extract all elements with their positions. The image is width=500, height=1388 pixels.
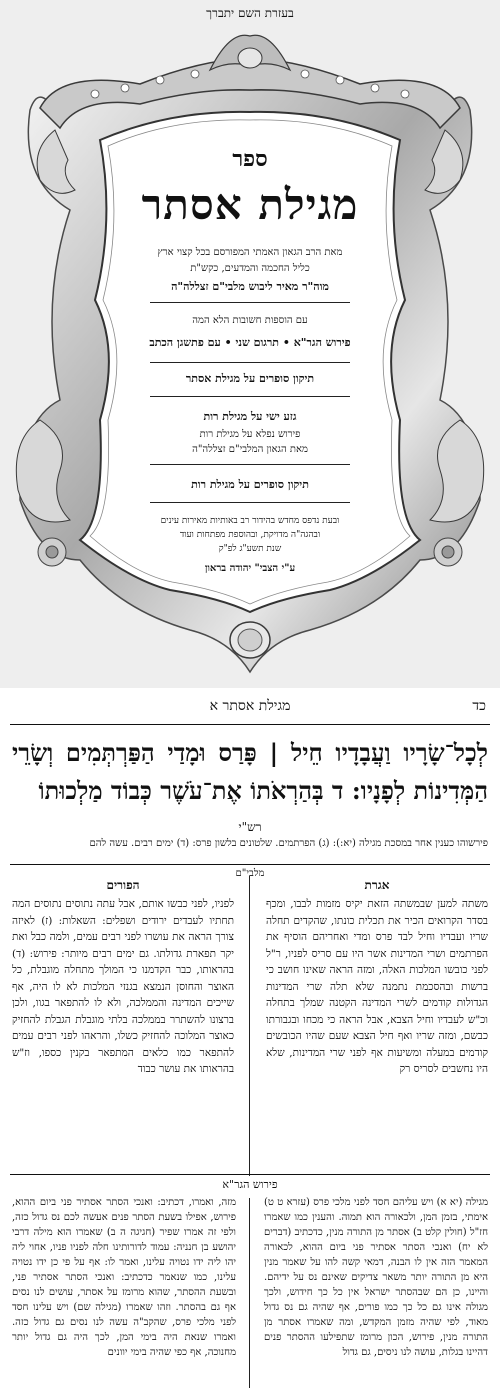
verse-text: לְכָל־שָׂרָיו וַעֲבָדָיו חֵיל | פָּרַס וּמָדַי הַפַּרְתְּמִים וְשָׂרֵי הַמְּדִינוֹת לְפָנָיו: ד בְּהַרְאֹתוֹ אֶת־עֹשֶׁר כְּבוֹד מַלְכוּתוֹ bbox=[12, 738, 488, 805]
cover-top-line: בעזרת השם יתברך bbox=[206, 6, 294, 20]
cover-divider bbox=[150, 396, 350, 397]
cover-item-tikun-esther: תיקון סופרים על מגילת אסתר bbox=[185, 372, 315, 385]
gra-label: פירוש הגר"א bbox=[222, 1178, 278, 1191]
page-number: כד bbox=[472, 698, 486, 714]
cover-item-targum: תרגום שני bbox=[235, 336, 280, 349]
cover-author-name: מוה"ר מאיר ליבוש מלבי"ם זצללה"ה bbox=[171, 280, 329, 293]
page-header bbox=[14, 698, 486, 720]
cover-items-row: פירוש הגר"א • תרגום שני • עם פתשגן הכתב bbox=[149, 336, 351, 349]
right-column-heading: אגרת bbox=[364, 878, 390, 892]
cover-item-ptshegen: עם פתשגן הכתב bbox=[149, 336, 221, 349]
cover-divider bbox=[150, 302, 350, 303]
cover-item-geza: גזע ישי על מגילת רות bbox=[203, 410, 297, 423]
cover-sefer-word: ספר bbox=[232, 146, 268, 172]
cover-item-gra: פירוש הגר"א bbox=[293, 336, 351, 349]
cover-item-tikun-ruth: תיקון סופרים על מגילת רות bbox=[191, 478, 309, 491]
cover-author-intro-1: מאת הרב הגאון האמתי המפורסם בכל קצוי ארץ bbox=[157, 247, 343, 258]
cover-divider bbox=[150, 464, 350, 465]
cover-publisher: ע"י הצבי" יהודה בראון bbox=[204, 563, 296, 574]
cover-print-3: שנת תשע"ג לפ"ק bbox=[218, 544, 282, 554]
header-rule bbox=[10, 724, 490, 725]
text-page bbox=[0, 690, 500, 1388]
malbim-left-column: לפניו, לפני כבשו אותם, אבל עתה נתוסים נתוסים המה תחתיו לעבדים ירודים ושפלים: השאלות: (ז) לאיזה צורך הראה את עושרו לפני רבים עמים, ולמה כבל ואת יקר תפארת גדולתו. גם ימים רבים מיותר: פירוש: (ד) בהראותו, כבר הקדמנו כי המולך מתחלה מוגבלת, כל האוצר והחוסן הנמצא בגנזי המלכות לא לו היה, אף שייכים המדינה והממלכה, ולא לו להתפאר בגוו, ולכן ברצונו להשתרר בממלכה בלתי מוגבלת הגבלת להחזיק כאוצר המלוכה להחזיק כשלו, והראהו לפני רבים עמים להתפאר כמו כלאים המתפאר בקנין כספו, וז"ש בהראותו את עושר כבוד bbox=[12, 898, 234, 1075]
cover-author-intro-2: כליל החכמה והמדעים, כקש"ת bbox=[190, 263, 310, 274]
column-separator bbox=[249, 876, 250, 1176]
cover-geza-sub-1: פירוש נפלא על מגילת רות bbox=[199, 429, 301, 440]
cover-divider bbox=[150, 362, 350, 363]
rashi-rule bbox=[10, 864, 490, 865]
gra-left-column: מזה, ואמרו, דכתיב: ואנכי הסתר אסתיר פני ביום ההוא, פירוש, אפילו בשעת הסתר פנים אעשה לכם נס גדול כזה, ולפי זה אמרו שפיר (חגיגה ה ב) שאמרו הוא מילה דרבי יהושע בן חנניה: עמוד לדורותינו חלה לפניו פניו, אחוי ליה יהו ליה ידו נטויה עלינו, ואמר לו: אף על פי כן ידו נטויה עלינו, כמו שנאמר כדכתיב: ואנכי הסתר אסתיר פני, ובשעת ההסתר, שהוא מרומז על אסתר, עושים לנו נסים אף גם בהסתר. וזהו שאמרו (מגילה שם) ויש עלינו חסד לפני מלכי פרס, שהקב"ה עשה לנו נסים גם גדול כזה. ואמרו שנאת היה בימי המן, לכך היה גם גדול יותר מחנוכה, אף כפי שהיה בימי יוונים bbox=[12, 1197, 236, 1358]
cover-print-2: ובהגה"ה מדויקת, ובהוספת מפתחות ועוד bbox=[179, 530, 321, 540]
rashi-label: רש"י bbox=[238, 820, 262, 834]
gra-rule bbox=[10, 1174, 490, 1175]
cover-page bbox=[0, 0, 500, 688]
cover-title: מגילת אסתר bbox=[141, 180, 359, 229]
left-column-heading: הפורים bbox=[106, 878, 140, 892]
cover-print-1: ובעת נדפס מחדש בהידור רב באותיות מאירות עינים bbox=[160, 516, 340, 526]
cover-geza-sub-2: מאת הגאון המלבי"ם זצללה"ה bbox=[192, 444, 308, 455]
running-title: מגילת אסתר א bbox=[209, 698, 291, 714]
gra-right-column: מגילה (יא א) ויש עליהם חסד לפני מלכי פרס (עזרא ט ט) אימתי, בזמן המן, ולכאורה הוא תמוה. והענין כמו שאמרו חז"ל (חולין קלט ב) אסתר מן התורה מנין, כדכתיב (דברים לא יח) ואנכי הסתר אסתיר פני ביום ההוא, לכאורה המאמר הזה אין לו הבנה, דמאי קשה להו על שאמר מנין היא מן התורה יותר משאר צדיקים שאינם נס על ידיהם. והיינו, כן הם שבהסתר ישראל אין כל כך חידוש, ולכך מגולה אינו גם כל כך כמו פורים, אף שהיה גם נס גדול מאוד, לפי שהיה מזמן המקדש, ומה שאמרו אסתר מן התורה מנין, פירוש, הכון מרומז שתפילעו ההסתר פנים דהיינו בגלות, עושה לנו ניסים, גם גדול bbox=[264, 1197, 488, 1358]
cover-divider bbox=[150, 502, 350, 503]
rashi-text: פירשוהו כענין אחר במסכת מגילה (יא:): (ג) הפרתמים. שלטונים בלשון פרס: (ד) ימים רבים. עשה להם bbox=[89, 838, 488, 849]
malbim-right-column: משתה למען שבמשתה הזאת יקיס מזמות לבבו, ומכף בסדר הקרואים הכיר את תכלית כונתו, שהקדים תחלה שריו ועבדיו וחיל לבד פרס ומדי ואחריהם הוסיף את הפרתמים ושרי המדינות אשר היו עם סריס לפניו, ר"ל לפני כובשו המלכות האלה, ומזה הראה שאינו חושב כי ברשות ובהסכמת נתמנה שלא תלה שרי המדינות הגדולות קודמים לשרי המדינה הקטנה שמלך בתחלה וכ"ש לעבדיו וחיל הצבא, אבל הראה כי מכחו ובגבורתו כבשם, ומזה שריו ואף חיל הצבא שעם שהיו הכובשים קודמים במעלה ומשיעות אף לפני שרי המדינות, שלא היו נחשבים לסריס רק bbox=[266, 898, 488, 1075]
cover-additions-line: עם הוספות חשובות הלא המה bbox=[192, 315, 308, 326]
malbim-label: מלבי"ם bbox=[235, 868, 265, 879]
gra-column-separator bbox=[249, 1198, 250, 1388]
